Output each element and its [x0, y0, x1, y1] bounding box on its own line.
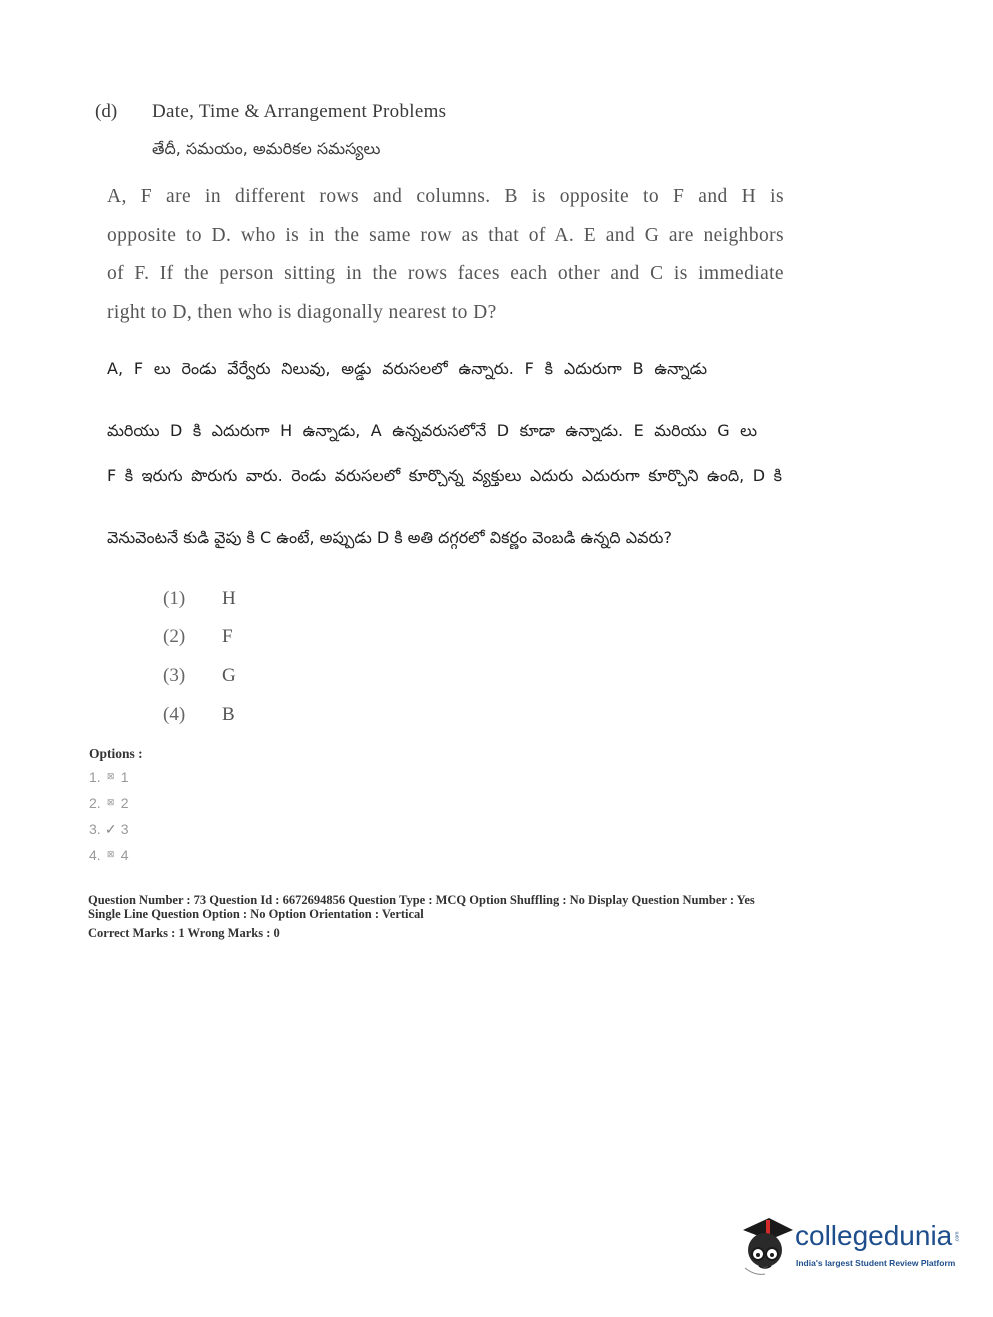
choice-index: 4.: [89, 847, 101, 863]
logo-name: collegedunia: [795, 1220, 953, 1251]
section-label: (d): [95, 101, 118, 122]
mascot-icon: [735, 1210, 793, 1280]
logo-suffix: .com: [954, 1231, 961, 1243]
question-te-line: మరియు D కి ఎదురుగా H ఉన్నాడు, A ఉన్నవరుసలోనే D కూడా ఉన్నాడు. E మరియు G లు: [107, 421, 757, 440]
question-en-line: right to D, then who is diagonally nearest to D?: [107, 302, 497, 323]
question-en-line: A, F are in different rows and columns. B is opposite to F and H is: [107, 186, 784, 207]
question-meta-line: Single Line Question Option : No Option Orientation : Vertical: [88, 907, 424, 921]
check-icon: ✓: [104, 821, 117, 837]
choice-value: 2: [120, 795, 129, 811]
question-en-line: of F. If the person sitting in the rows faces each other and C is immediate: [107, 263, 784, 284]
cross-icon: ⊠: [106, 771, 115, 781]
question-meta-line: Correct Marks : 1 Wrong Marks : 0: [88, 926, 280, 940]
question-en-line: opposite to D. who is in the same row as that of A. E and G are neighbors: [107, 225, 784, 246]
answer-choice: [89, 821, 128, 838]
option-number: (2): [163, 626, 186, 647]
option-value: B: [222, 704, 235, 725]
option-value: F: [222, 626, 233, 647]
option-value: G: [222, 665, 236, 686]
option-number: (4): [163, 704, 186, 725]
collegedunia-logo[interactable]: [735, 1210, 965, 1280]
logo-tagline: India's largest Student Review Platform: [796, 1258, 956, 1268]
option-number: (1): [163, 588, 186, 609]
cross-icon: ⊠: [106, 849, 115, 859]
answer-choice: [89, 769, 128, 785]
question-te-line: వెనువెంటనే కుడి వైపు కి C ఉంటే, అప్పుడు D కి అతి దగ్గరలో వికర్ణం వెంబడి ఉన్నది ఎవరు?: [107, 528, 672, 547]
question-meta-line: Question Number : 73 Question Id : 6672694856 Question Type : MCQ Option Shuffling : No Display Question Number : Yes: [88, 893, 755, 907]
choice-value: 4: [120, 847, 129, 863]
choice-index: 2.: [89, 795, 101, 811]
answer-choice: [89, 847, 128, 863]
question-te-line: A, F లు రెండు వేర్వేరు నిలువు, అడ్డు వరుసలలో ఉన్నారు. F కి ఎదురుగా B ఉన్నాడు: [107, 359, 707, 378]
choice-value: 3: [120, 821, 129, 837]
choice-index: 1.: [89, 769, 101, 785]
answer-options-header: Options :: [89, 746, 143, 761]
option-number: (3): [163, 665, 186, 686]
question-te-line: F కి ఇరుగు పొరుగు వారు. రెండు వరుసలలో కూర్చొన్న వ్యక్తులు ఎదురు ఎదురుగా కూర్చొని ఉంది, D కి: [107, 466, 782, 485]
section-title: Date, Time & Arrangement Problems: [152, 101, 447, 122]
choice-index: 3.: [89, 821, 101, 837]
answer-choice: [89, 795, 128, 811]
cross-icon: ⊠: [106, 797, 115, 807]
section-title-telugu: తేదీ, సమయం, అమరికల సమస్యలు: [152, 139, 381, 158]
choice-value: 1: [120, 769, 129, 785]
option-value: H: [222, 588, 236, 609]
